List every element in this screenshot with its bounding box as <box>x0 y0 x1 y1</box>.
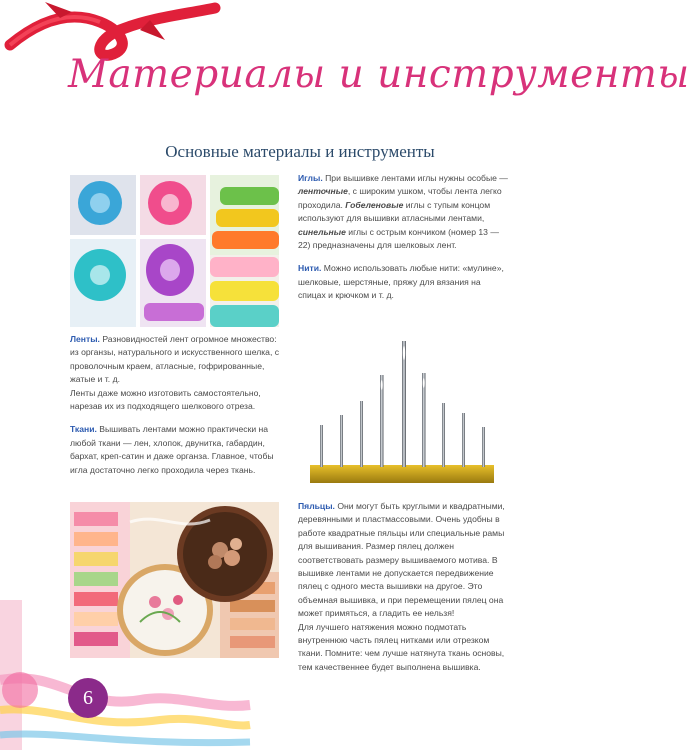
needles-em-3: синельные <box>298 226 346 237</box>
page-number-badge: 6 <box>68 678 108 718</box>
ribbons-fabrics-text <box>70 333 282 487</box>
needles-photo <box>298 333 506 490</box>
needles-em-2: Гобеленовые <box>345 199 404 210</box>
hoops-term: Пяльцы. <box>298 501 335 511</box>
ribbon-spools-photo <box>70 175 279 327</box>
ribbon-spools-corner-decoration <box>0 560 250 750</box>
needles-text-1: При вышивке лентами иглы нужны особые — <box>322 173 508 183</box>
threads-text: Можно использовать любые нити: «мулине», шелковые, шерстяные, пряжу для вязания на спицах и крючком и т. д. <box>298 263 504 301</box>
fabrics-paragraph <box>70 423 282 477</box>
fabrics-term: Ткани. <box>70 424 97 435</box>
needles-text-3: иглы с тупым концом используют для вышивки атласными лентами, <box>298 199 491 224</box>
fabrics-text: Вышивать лентами можно практически на любой ткани — лен, хлопок, двунитка, габардин, бархат, креп-сатин и даже органза. Главное, чтобы игла достаточно легко проходила через ткань. <box>70 424 274 475</box>
needles-text-2: , с широким ушком, чтобы лента легко проходила. <box>298 186 502 210</box>
ribbons-term: Ленты. <box>70 334 100 344</box>
threads-term: Нити. <box>298 263 322 274</box>
page-title: Материалы и инструменты <box>68 52 690 97</box>
hoops-paragraph-2: Для лучшего натяжения можно подмотать внутреннюю часть пялец нитками или отрезком ткани. Помните: чем лучше натянута ткань основы, тем качественнее будет выполнена вышивка. <box>298 621 505 672</box>
ribbons-paragraph-2: Ленты даже можно изготовить самостоятельно, нарезав их из подходящего шелкового отреза. <box>70 387 261 412</box>
needles-term: Иглы. <box>298 173 323 183</box>
needles-paragraph <box>298 172 508 252</box>
ribbons-text: Разновидностей лент огромное множество: из органзы, натурального и искусственного шелка, с проволочным краем, атласные, гофрированные, жатые и т. д. <box>70 334 280 385</box>
ribbons-paragraph <box>70 333 282 387</box>
needles-em-1: ленточные <box>298 186 348 197</box>
hoops-text <box>298 500 508 684</box>
section-title: Основные материалы и инструменты <box>165 142 435 161</box>
threads-paragraph <box>298 262 508 302</box>
hoops-text-body: Они могут быть круглыми и квадратными, деревянными и пластмассовыми. Очень удобны в работе квадратные пяльцы или специальные рамы для вышивания. Размер пялец должен соответствовать размеру вышиваемого мотива. В вышивке лентами не допускается передвижение пялец с одного места вышивки на другое. Это объемная вышивка, и при перемещении пялец она может примяться, а гладить ее нельзя! <box>298 501 505 619</box>
hoops-paragraph <box>298 500 508 621</box>
needles-threads-text <box>298 172 508 313</box>
needles-text-4: иглы с острым кончиком (номер 13 —22) предназначены для шелковых лент. <box>298 226 499 251</box>
